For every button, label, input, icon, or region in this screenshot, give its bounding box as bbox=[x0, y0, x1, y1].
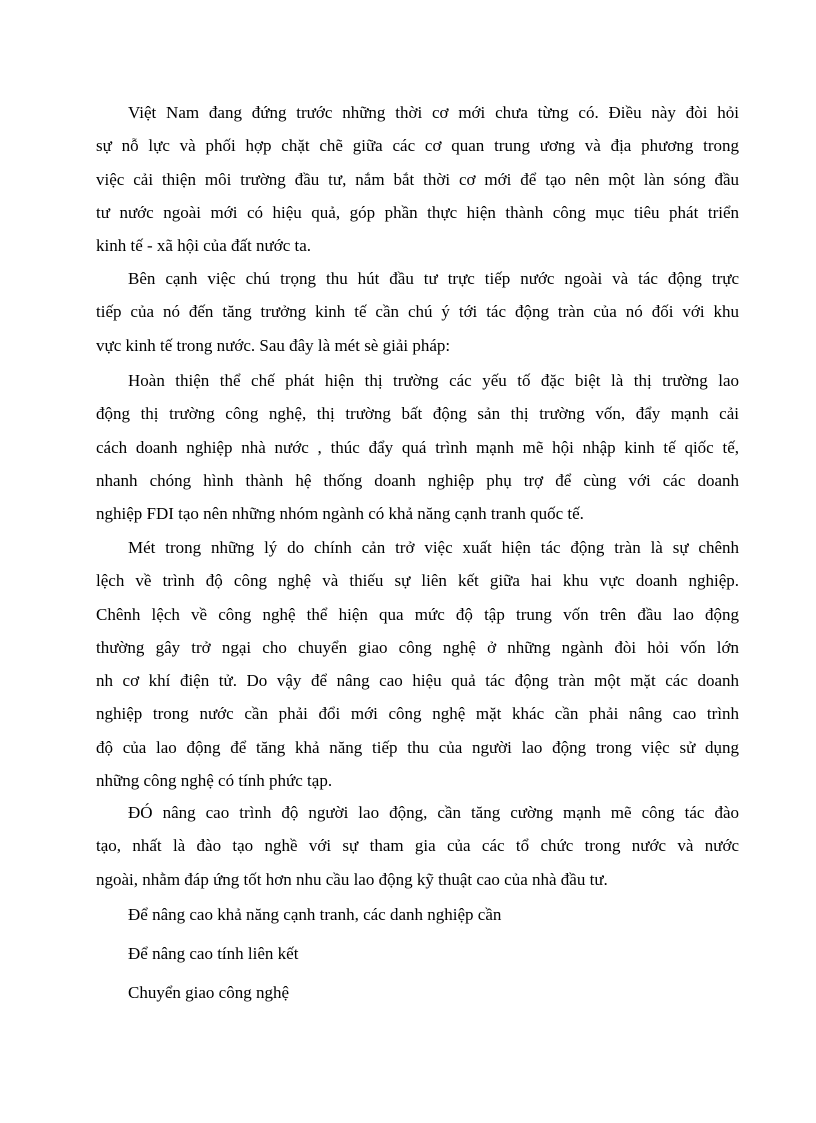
text-line: cách doanh nghiệp nhà nước , thúc đẩy quá trình mạnh mẽ hội nhập kinh tế qiốc tế, bbox=[96, 437, 739, 457]
text-line: Việt Nam đang đứng trước những thời cơ mới chưa từng có. Điều này đòi hỏi bbox=[128, 103, 739, 122]
text-line: nghiệp trong nước cần phải đổi mới công nghệ mặt khác cần phải nâng cao trình bbox=[96, 704, 739, 724]
text-line: ĐÓ nâng cao trình độ người lao động, cần tăng cường mạnh mẽ công tác đào bbox=[128, 803, 739, 822]
paragraph-8 bbox=[96, 976, 739, 1009]
text-line: vực kinh tế trong nước. Sau đây là mét sè giải pháp: bbox=[96, 335, 451, 355]
text-line: nghiệp FDI tạo nên những nhóm ngành có khả năng cạnh tranh quốc tế. bbox=[96, 504, 584, 524]
text-line: việc cải thiện môi trường đầu tư, nắm bắt thời cơ mới để tạo nên một làn sóng đầu bbox=[96, 169, 739, 189]
text-line: sự nỗ lực và phối hợp chặt chẽ giữa các cơ quan trung ương và địa phương trong bbox=[96, 136, 739, 156]
paragraph-7 bbox=[96, 937, 739, 970]
paragraph-5 bbox=[96, 796, 739, 896]
text-line: tư nước ngoài mới có hiệu quả, góp phần thực hiện thành công mục tiêu phát triển bbox=[96, 202, 739, 222]
text-line: thường gây trở ngại cho chuyển giao công nghệ ở những ngành đòi hỏi vốn lớn bbox=[96, 637, 739, 657]
text-line: động thị trường công nghệ, thị trường bất động sản thị trường vốn, đẩy mạnh cải bbox=[96, 404, 739, 424]
text-line: tạo, nhất là đào tạo nghề với sự tham gia của các tổ chức trong nước và nước bbox=[96, 836, 739, 856]
text-line: Để nâng cao khả năng cạnh tranh, các danh nghiệp cần bbox=[128, 905, 502, 924]
text-line: nh cơ khí điện tử. Do vậy để nâng cao hiệu quả tác động tràn một mặt các doanh bbox=[96, 671, 739, 691]
text-line: Mét trong những lý do chính cản trở việc xuất hiện tác động tràn là sự chênh bbox=[128, 538, 739, 557]
text-line: Hoàn thiện thể chế phát hiện thị trường các yếu tố đặc biệt là thị trường lao bbox=[128, 371, 739, 390]
text-line: ngoài, nhằm đáp ứng tốt hơn nhu cầu lao động kỹ thuật cao của nhà đầu tư. bbox=[96, 869, 608, 889]
paragraph-6 bbox=[96, 898, 739, 931]
text-line: độ của lao động để tăng khả năng tiếp thu của người lao động trong việc sử dụng bbox=[96, 737, 739, 757]
text-line: lệch về trình độ công nghệ và thiếu sự liên kết giữa hai khu vực doanh nghiệp. bbox=[96, 571, 739, 591]
text-line: Bên cạnh việc chú trọng thu hút đầu tư trực tiếp nước ngoài và tác động trực bbox=[128, 269, 739, 288]
text-line: Chuyển giao công nghệ bbox=[128, 983, 289, 1002]
text-line: Để nâng cao tính liên kết bbox=[128, 944, 299, 963]
paragraph-1 bbox=[96, 96, 739, 262]
text-line: tiếp của nó đến tăng trưởng kinh tế cần chú ý tới tác động tràn của nó đối với khu bbox=[96, 302, 739, 322]
text-line: Chênh lệch về công nghệ thể hiện qua mức độ tập trung vốn trên đầu lao động bbox=[96, 604, 739, 624]
text-line: những công nghệ có tính phức tạp. bbox=[96, 771, 333, 791]
paragraph-3 bbox=[96, 364, 739, 530]
paragraph-4 bbox=[96, 531, 739, 797]
text-line: kinh tế - xã hội của đất nước ta. bbox=[96, 236, 312, 256]
paragraph-2 bbox=[96, 262, 739, 362]
text-line: nhanh chóng hình thành hệ thống doanh nghiệp phụ trợ để cùng với các doanh bbox=[96, 470, 739, 490]
